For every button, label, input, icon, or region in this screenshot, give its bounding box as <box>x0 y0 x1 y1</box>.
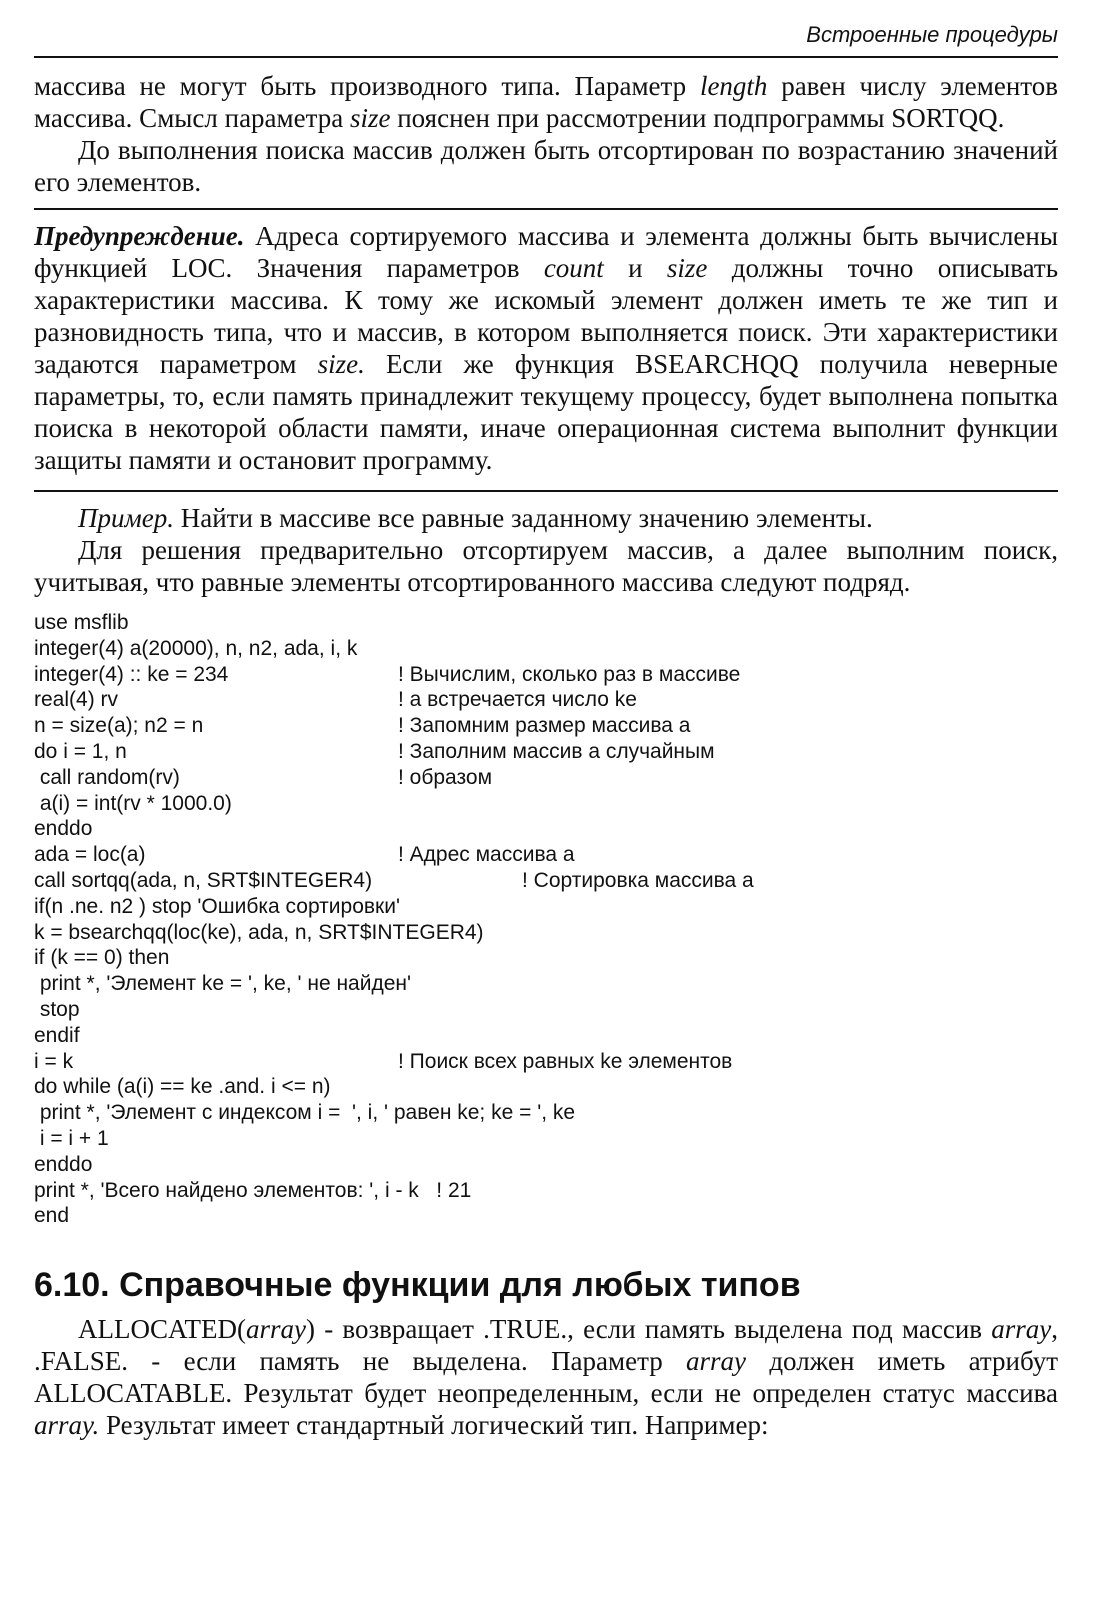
code-text: k = bsearchqq(loc(ke), ada, n, SRT$INTEGER4) <box>34 920 484 944</box>
code-line <box>34 713 1058 739</box>
section-heading: 6.10. Справочные функции для любых типов <box>34 1266 801 1305</box>
code-comment: ! образом <box>398 765 493 789</box>
code-line <box>34 1074 1058 1100</box>
code-text: integer(4) a(20000), n, n2, ada, i, k <box>34 636 358 660</box>
code-line <box>34 894 1058 920</box>
code-line <box>34 662 1058 688</box>
warning-rule-top <box>34 208 1058 210</box>
code-text: end <box>34 1204 70 1228</box>
code-text: n = size(a); n2 = n <box>34 714 204 738</box>
running-header: Встроенные процедуры <box>806 22 1058 47</box>
code-line <box>34 971 1058 997</box>
code-text: do while (a(i) == ke .and. i <= n) <box>34 1075 331 1099</box>
code-line <box>34 842 1058 868</box>
code-line <box>34 1203 1058 1229</box>
code-text: endif <box>34 1023 80 1047</box>
code-text: real(4) rv <box>34 688 119 712</box>
code-line <box>34 1178 1058 1204</box>
code-comment: ! Заполним массив а случайным <box>398 739 715 763</box>
code-text: i = k <box>34 1049 74 1073</box>
code-line <box>34 791 1058 817</box>
book-page <box>34 0 1058 1441</box>
code-line <box>34 687 1058 713</box>
code-text: stop <box>34 997 80 1021</box>
code-line <box>34 765 1058 791</box>
example-explanation: Для решения предварительно отсортируем массив, а далее выполним поиск, учитывая, что равные элементы отсортированного массива следуют подряд. <box>34 535 1058 597</box>
paragraph-length-size: массива не могут быть производного типа. Параметр length равен числу элементов массива. Смысл параметра size пояснен при рассмотрении подпрограммы SORTQQ. <box>34 71 1058 133</box>
warning-paragraph: Предупреждение. Адреса сортируемого массива и элемента должны быть вычислены функцией LOC. Значения параметров count и size должны точно описывать характеристики массива. К тому же искомый элемент должен иметь те же тип и разновидность типа, что и массив, в котором выполняется поиск. Эти характеристики задаются параметром size. Если же функция BSEARCHQQ получила неверные параметры, то, если память принадлежит текущему процессу, будет выполнена попытка поиска в некоторой области памяти, иначе операционная система выполнит функции защиты памяти и остановит программу. <box>34 221 1059 475</box>
code-text: call random(rv) <box>34 765 180 789</box>
code-comment: ! Запомним размер массива а <box>398 714 691 738</box>
code-line <box>34 610 1058 636</box>
code-text: a(i) = int(rv * 1000.0) <box>34 791 232 815</box>
code-text: do i = 1, n <box>34 739 127 763</box>
code-line <box>34 636 1058 662</box>
code-text: use msflib <box>34 611 129 634</box>
code-text: print *, 'Элемент с индексом i = ', i, ' равен ke; ke = ', ke <box>34 1101 576 1125</box>
code-comment: ! Поиск всех равных ke элементов <box>398 1049 733 1073</box>
warning-label: Предупреждение. <box>34 221 245 251</box>
code-line <box>34 1023 1058 1049</box>
code-text: if(n .ne. n2 ) stop 'Ошибка сортировки' <box>34 894 400 918</box>
header-rule <box>34 56 1058 58</box>
code-line <box>34 920 1058 946</box>
code-line <box>34 739 1058 765</box>
paragraph-sorted: До выполнения поиска массив должен быть отсортирован по возрастанию значений его элементов. <box>34 135 1058 197</box>
code-line <box>34 945 1058 971</box>
code-line <box>34 1152 1058 1178</box>
example-label: Пример. <box>78 503 174 533</box>
code-text: enddo <box>34 817 93 841</box>
code-line <box>34 1126 1058 1152</box>
code-text: print *, 'Всего найдено элементов: ', i - k ! 21 <box>34 1178 472 1202</box>
code-text: ada = loc(a) <box>34 843 146 867</box>
code-text: integer(4) :: ke = 234 <box>34 662 229 686</box>
code-line <box>34 997 1058 1023</box>
code-line <box>34 1049 1058 1075</box>
paragraph-allocated: ALLOCATED(array) - возвращает .TRUE., если память выделена под массив array, .FALSE. - если память не выделена. Параметр array должен иметь атрибут ALLOCATABLE. Результат будет неопределенным, если не определен статус массива array. Результат имеет стандартный логический тип. Например: <box>34 1314 1059 1441</box>
example-paragraph: Пример. Найти в массиве все равные заданному значению элементы. <box>78 503 873 533</box>
code-comment: ! а встречается число ke <box>398 688 637 712</box>
code-text: i = i + 1 <box>34 1126 109 1150</box>
warning-rule-bottom <box>34 490 1058 492</box>
code-comment: ! Адрес массива а <box>398 843 575 867</box>
code-line <box>34 868 1058 894</box>
code-line <box>34 816 1058 842</box>
code-comment: ! Сортировка массива а <box>522 868 754 892</box>
code-text: call sortqq(ada, n, SRT$INTEGER4) <box>34 868 373 892</box>
code-comment: ! Вычислим, сколько раз в массиве <box>398 662 741 686</box>
code-text: enddo <box>34 1152 93 1176</box>
code-line <box>34 1100 1058 1126</box>
code-text: print *, 'Элемент ke = ', ke, ' не найден' <box>34 972 412 996</box>
code-listing <box>34 610 1058 1229</box>
code-text: if (k == 0) then <box>34 946 170 970</box>
